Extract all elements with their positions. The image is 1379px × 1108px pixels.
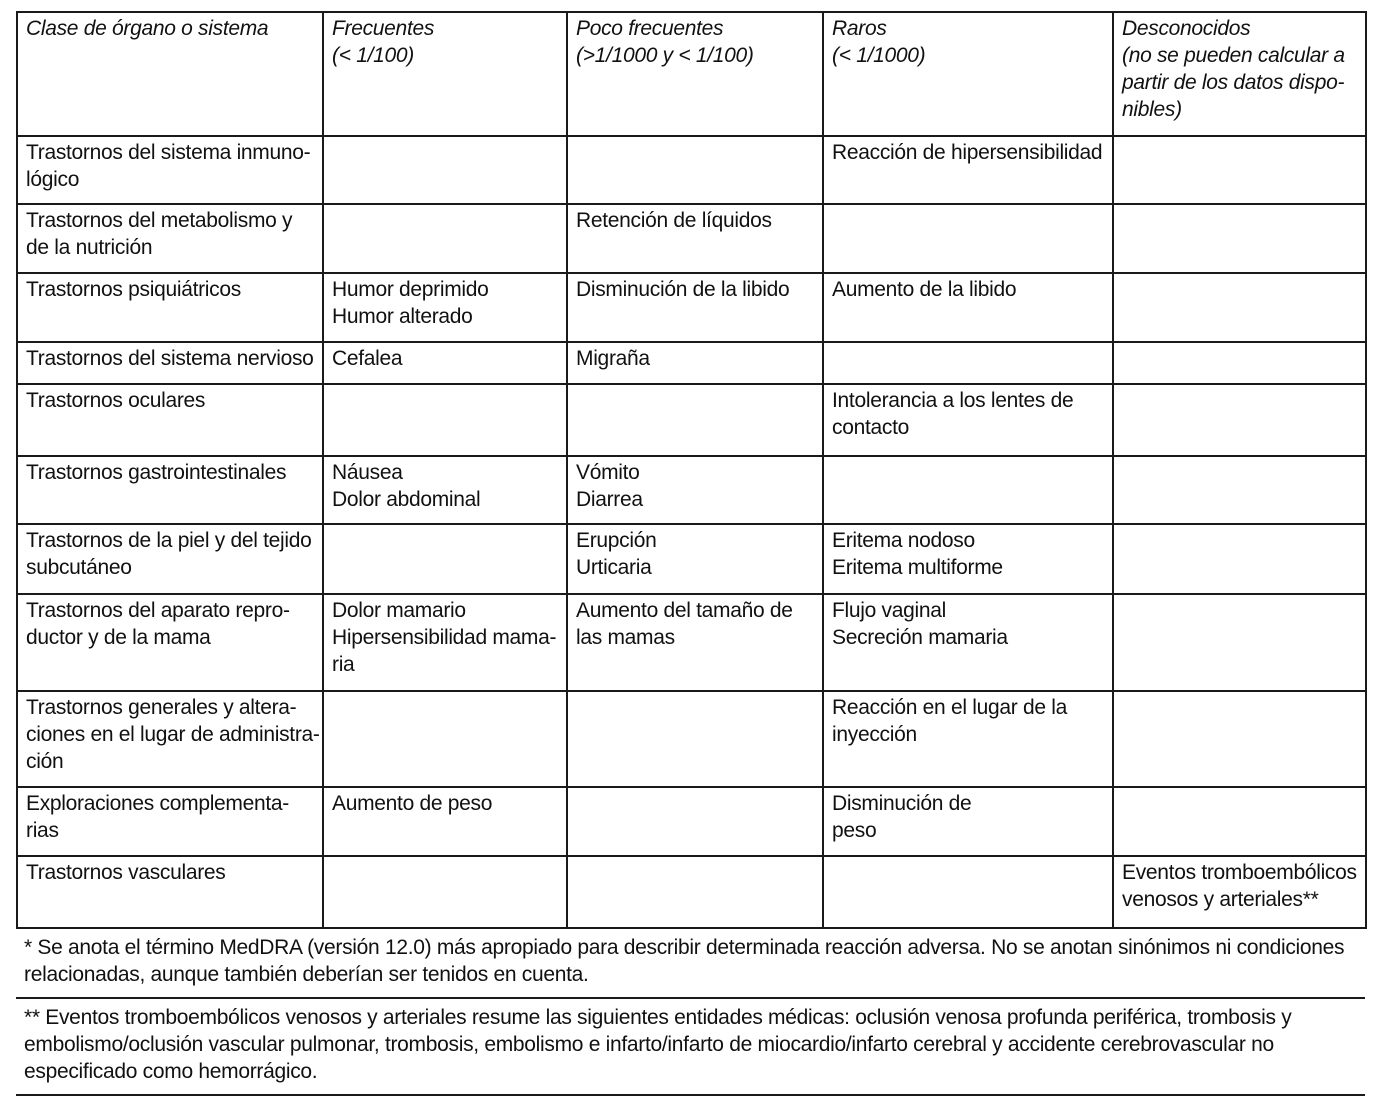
cell-line: rias	[26, 819, 59, 842]
cell-line: Trastornos gastrointestinales	[26, 461, 287, 484]
cell-frequent	[323, 273, 567, 342]
cell-organ-class	[17, 524, 323, 594]
header-frequent	[323, 12, 567, 136]
header-line: Raros	[832, 17, 887, 40]
cell-organ-class	[17, 384, 323, 456]
cell-line: Reacción de hipersensibilidad	[832, 141, 1103, 164]
cell-line: Humor alterado	[332, 305, 473, 328]
cell-frequent	[323, 204, 567, 273]
table-row	[17, 524, 1366, 594]
cell-line: Trastornos del sistema inmuno-	[26, 141, 311, 164]
table-row	[17, 342, 1366, 384]
cell-uncommon	[567, 273, 823, 342]
cell-line: lógico	[26, 168, 80, 191]
cell-line: Dolor abdominal	[332, 488, 481, 511]
table-row	[17, 456, 1366, 524]
cell-line: ria	[332, 653, 355, 676]
cell-uncommon	[567, 787, 823, 856]
cell-line: Trastornos oculares	[26, 389, 206, 412]
cell-rare	[823, 524, 1113, 594]
cell-unknown	[1113, 384, 1366, 456]
header-line: (< 1/1000)	[832, 44, 926, 67]
cell-line: Migraña	[576, 347, 650, 370]
cell-unknown	[1113, 342, 1366, 384]
cell-line: ciones en el lugar de administra-	[26, 723, 320, 746]
header-unknown	[1113, 12, 1366, 136]
table-row	[17, 273, 1366, 342]
cell-line: las mamas	[576, 626, 675, 649]
cell-unknown	[1113, 204, 1366, 273]
cell-line: venosos y arteriales**	[1122, 888, 1319, 911]
cell-line: Secreción mamaria	[832, 626, 1008, 649]
table-body	[17, 136, 1366, 928]
cell-rare	[823, 273, 1113, 342]
cell-uncommon	[567, 204, 823, 273]
cell-organ-class	[17, 204, 323, 273]
cell-line: contacto	[832, 416, 909, 439]
cell-organ-class	[17, 136, 323, 204]
header-line: nibles)	[1122, 98, 1182, 121]
cell-unknown	[1113, 787, 1366, 856]
cell-line: Retención de líquidos	[576, 209, 772, 232]
cell-line: Exploraciones complementa-	[26, 792, 289, 815]
cell-line: Vómito	[576, 461, 640, 484]
cell-line: ción	[26, 750, 64, 773]
cell-line: inyección	[832, 723, 917, 746]
table-row	[17, 594, 1366, 691]
table-row	[17, 384, 1366, 456]
adverse-reactions-table	[16, 11, 1367, 929]
table-row	[17, 856, 1366, 928]
cell-uncommon	[567, 136, 823, 204]
header-line: Poco frecuentes	[576, 17, 724, 40]
cell-line: Trastornos del aparato repro-	[26, 599, 290, 622]
footnote-thromboembolic: ** Eventos tromboembólicos venosos y arteriales resume las siguientes entidades médicas: oclusión venosa profunda periférica, trombosis y embolismo/oclusión vascular pulmonar, trombosis, embolismo e infarto/infarto de miocardio/infarto cerebral y accidente cerebrovascular no especificado como hemorrágico.	[16, 997, 1365, 1094]
cell-unknown	[1113, 456, 1366, 524]
cell-uncommon	[567, 856, 823, 928]
cell-line: Trastornos del metabolismo y	[26, 209, 293, 232]
cell-organ-class	[17, 691, 323, 787]
cell-rare	[823, 787, 1113, 856]
cell-rare	[823, 456, 1113, 524]
header-line: (< 1/100)	[332, 44, 414, 67]
cell-frequent	[323, 691, 567, 787]
cell-organ-class	[17, 856, 323, 928]
table-row	[17, 787, 1366, 856]
cell-line: subcutáneo	[26, 556, 132, 579]
cell-line: Intolerancia a los lentes de	[832, 389, 1074, 412]
footnotes-bottom-rule	[16, 1094, 1365, 1096]
cell-line: Dolor mamario	[332, 599, 466, 622]
cell-frequent	[323, 856, 567, 928]
cell-rare	[823, 384, 1113, 456]
cell-line: Urticaria	[576, 556, 652, 579]
cell-unknown	[1113, 524, 1366, 594]
cell-line: Cefalea	[332, 347, 403, 370]
cell-line: Eritema multiforme	[832, 556, 1003, 579]
table-row	[17, 691, 1366, 787]
cell-rare	[823, 594, 1113, 691]
cell-line: Disminución de	[832, 792, 972, 815]
footnote-meddra: * Se anota el término MedDRA (versión 12.0) más apropiado para describir determinada reacción adversa. No se anotan sinónimos ni condiciones relacionadas, aunque también deberían ser tenidos en cuenta.	[24, 936, 1345, 986]
header-organ-class	[17, 12, 323, 136]
cell-line: Disminución de la libido	[576, 278, 790, 301]
cell-line: Náusea	[332, 461, 403, 484]
table-header-row	[17, 12, 1366, 136]
cell-frequent	[323, 384, 567, 456]
cell-uncommon	[567, 691, 823, 787]
cell-frequent	[323, 136, 567, 204]
cell-unknown	[1113, 594, 1366, 691]
header-line: Frecuentes	[332, 17, 435, 40]
cell-rare	[823, 342, 1113, 384]
cell-uncommon	[567, 524, 823, 594]
cell-uncommon	[567, 342, 823, 384]
cell-uncommon	[567, 456, 823, 524]
header-line: (>1/1000 y < 1/100)	[576, 44, 754, 67]
cell-line: Trastornos psiquiátricos	[26, 278, 241, 301]
cell-line: Aumento del tamaño de	[576, 599, 793, 622]
header-line: partir de los datos dispo-	[1122, 71, 1345, 94]
cell-line: Eritema nodoso	[832, 529, 975, 552]
cell-uncommon	[567, 594, 823, 691]
cell-frequent	[323, 456, 567, 524]
cell-organ-class	[17, 273, 323, 342]
cell-unknown	[1113, 273, 1366, 342]
cell-line: Diarrea	[576, 488, 643, 511]
cell-line: ductor y de la mama	[26, 626, 211, 649]
cell-frequent	[323, 787, 567, 856]
cell-line: Trastornos del sistema nervioso	[26, 347, 314, 370]
header-line: Desconocidos	[1122, 17, 1251, 40]
cell-organ-class	[17, 787, 323, 856]
cell-rare	[823, 691, 1113, 787]
header-rare	[823, 12, 1113, 136]
document-page	[16, 11, 1365, 1096]
cell-line: Trastornos de la piel y del tejido	[26, 529, 312, 552]
header-line: Clase de órgano o sistema	[26, 17, 269, 40]
cell-line: Eventos tromboembólicos	[1122, 861, 1357, 884]
cell-unknown	[1113, 136, 1366, 204]
cell-line: Reacción en el lugar de la	[832, 696, 1068, 719]
cell-line: Erupción	[576, 529, 657, 552]
cell-unknown	[1113, 691, 1366, 787]
cell-frequent	[323, 594, 567, 691]
cell-rare	[823, 204, 1113, 273]
header-line: (no se pueden calcular a	[1122, 44, 1345, 67]
cell-line: Humor deprimido	[332, 278, 489, 301]
cell-line: peso	[832, 819, 877, 842]
header-uncommon	[567, 12, 823, 136]
cell-organ-class	[17, 594, 323, 691]
cell-organ-class	[17, 342, 323, 384]
cell-frequent	[323, 524, 567, 594]
table-row	[17, 204, 1366, 273]
footnotes	[16, 929, 1365, 1096]
cell-line: Trastornos vasculares	[26, 861, 226, 884]
cell-line: Trastornos generales y altera-	[26, 696, 297, 719]
cell-line: Hipersensibilidad mama-	[332, 626, 557, 649]
cell-rare	[823, 136, 1113, 204]
cell-rare	[823, 856, 1113, 928]
cell-uncommon	[567, 384, 823, 456]
cell-line: Flujo vaginal	[832, 599, 946, 622]
cell-line: de la nutrición	[26, 236, 153, 259]
cell-organ-class	[17, 456, 323, 524]
table-row	[17, 136, 1366, 204]
cell-line: Aumento de la libido	[832, 278, 1017, 301]
cell-unknown	[1113, 856, 1366, 928]
cell-frequent	[323, 342, 567, 384]
cell-line: Aumento de peso	[332, 792, 493, 815]
